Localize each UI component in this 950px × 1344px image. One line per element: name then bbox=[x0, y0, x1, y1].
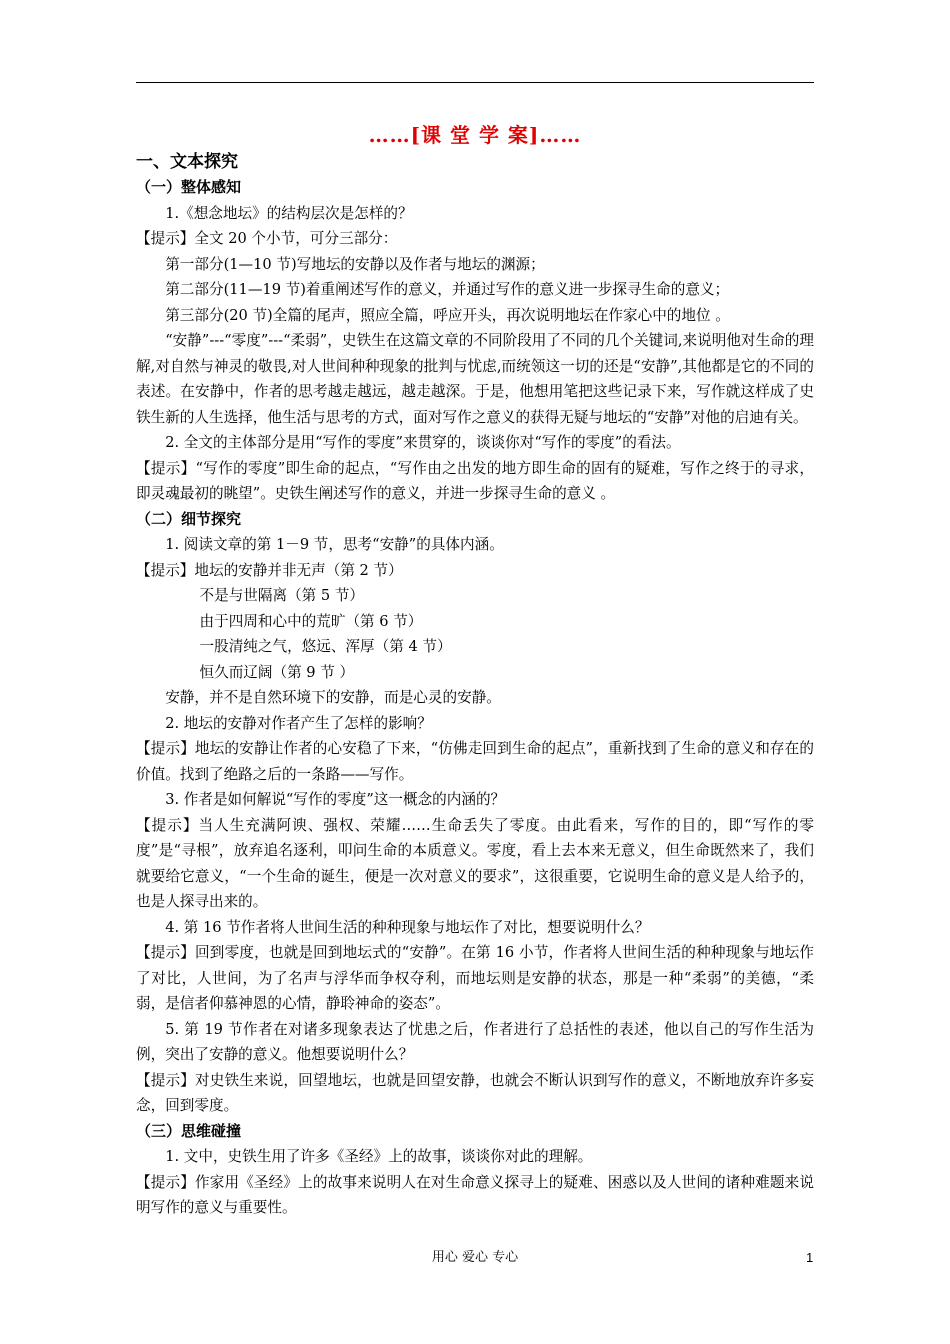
page-title: ……[课 堂 学 案]…… bbox=[368, 123, 582, 147]
detail-hint-5: 【提示】对史铁生来说，回望地坛，也就是回望安静，也就会不断认识到写作的意义，不断地放弃许多妄念，回到零度。 bbox=[136, 1071, 814, 1114]
page-number: 1 bbox=[806, 1250, 814, 1265]
detail-hint-1-line3: 由于四周和心中的荒旷（第 6 节） bbox=[199, 612, 423, 630]
detail-hint-2: 【提示】地坛的安静让作者的心安稳了下来，“仿佛走回到生命的起点”，重新找到了生命的意义和存在的价值。找到了绝路之后的一条路——写作。 bbox=[136, 740, 814, 783]
detail-question-5: 5. 第 19 节作者在对诸多现象表达了忧患之后，作者进行了总括性的表述，他以自己的写作生活为例，突出了安静的意义。他想要说明什么？ bbox=[136, 1020, 814, 1063]
detail-hint-1-line4: 一股清纯之气，悠远、浑厚（第 4 节） bbox=[199, 638, 452, 655]
hint-1-paragraph: “安静”---“零度”---“柔弱”，史铁生在这篇文章的不同阶段用了不同的几个关键词,来说明他对生命的理解,对自然与神灵的敬畏,对人世间种种现象的批判与忧虑,而统领这一切的还是“安静”,其他都是它的不同的表述。在安静中，作者的思考越走越远，越走越深。于是，他想用笔把这些记录下来，写作就这样成了史铁生新的人生选择，他生活与思考的方式，面对写作之意义的获得无疑与地坛的“安静”对他的启迪有关。 bbox=[136, 332, 814, 426]
subsection-heading-details: （二）细节探究 bbox=[136, 509, 242, 528]
hint-1-part3: 第三部分(20 节)全篇的尾声，照应全篇，呼应开头，再次说明地坛在作家心中的地位 。 bbox=[165, 306, 730, 324]
detail-hint-1-line5: 恒久而辽阔（第 9 节 ） bbox=[199, 663, 355, 681]
detail-question-1: 1. 阅读文章的第 1－9 节，思考“安静”的具体内涵。 bbox=[165, 536, 504, 553]
hint-2: 【提示】“写作的零度”即生命的起点，“写作由之出发的地方即生命的固有的疑难，写作之终于的寻求，即灵魂最初的眺望”。史铁生阐述写作的意义，并进一步探寻生命的意义 。 bbox=[136, 459, 814, 502]
detail-hint-4: 【提示】回到零度，也就是回到地坛式的“安静”。在第 16 小节，作者将人世间生活的种种现象与地坛作了对比，人世间，为了名声与浮华而争权夺利，而地坛则是安静的状态，那是一种“柔弱”的美德，“柔弱，是信者仰慕神恩的心情，静聆神命的姿态”。 bbox=[136, 944, 814, 1012]
section-heading: 一、文本探究 bbox=[136, 152, 238, 172]
detail-hint-1: 【提示】地坛的安静并非无声（第 2 节） bbox=[136, 561, 403, 579]
thinking-question-1: 1. 文中，史铁生用了许多《圣经》上的故事，谈谈你对此的理解。 bbox=[165, 1148, 593, 1165]
hint-1: 【提示】全文 20 个小节，可分三部分： bbox=[136, 230, 398, 247]
hint-1-part2: 第二部分(11—19 节)着重阐述写作的意义，并通过写作的意义进一步探寻生命的意义； bbox=[165, 281, 730, 298]
detail-question-4: 4. 第 16 节作者将人世间生活的种种现象与地坛作了对比，想要说明什么？ bbox=[165, 918, 650, 936]
detail-hint-3: 【提示】当人生充满阿谀、强权、荣耀……生命丢失了零度。由此看来，写作的目的，即“写作的零度”是“寻根”，放弃追名逐利，叩问生命的本质意义。零度，看上去本来无意义，但生命既然来了，我们就要给它意义，“一个生命的诞生，便是一次对意义的要求”，这很重要，它说明生命的意义是人给予的，也是人探寻出来的。 bbox=[136, 816, 814, 910]
subsection-heading-overall: （一）整体感知 bbox=[136, 178, 242, 196]
detail-question-2: 2. 地坛的安静对作者产生了怎样的影响？ bbox=[165, 714, 432, 732]
hint-1-part1: 第一部分(1—10 节)写地坛的安静以及作者与地坛的渊源； bbox=[165, 255, 545, 273]
detail-question-3: 3. 作者是如何解说“写作的零度”这一概念的内涵的？ bbox=[165, 791, 506, 808]
question-1: 1.《想念地坛》的结构层次是怎样的？ bbox=[165, 204, 413, 222]
footer-motto: 用心 爱心 专心 bbox=[431, 1250, 519, 1265]
header-rule bbox=[136, 82, 814, 83]
detail-hint-1-line2: 不是与世隔离（第 5 节） bbox=[199, 587, 365, 604]
detail-hint-1-summary: 安静，并不是自然环境下的安静，而是心灵的安静。 bbox=[165, 689, 501, 706]
subsection-heading-thinking: （三）思维碰撞 bbox=[136, 1121, 242, 1140]
document-body bbox=[136, 121, 814, 1221]
question-2: 2. 全文的主体部分是用“写作的零度”来贯穿的，谈谈你对“写作的零度”的看法。 bbox=[165, 434, 681, 451]
thinking-hint-1: 【提示】作家用《圣经》上的故事来说明人在对生命意义探寻上的疑难、困惑以及人世间的诸种难题来说明写作的意义与重要性。 bbox=[136, 1173, 814, 1216]
